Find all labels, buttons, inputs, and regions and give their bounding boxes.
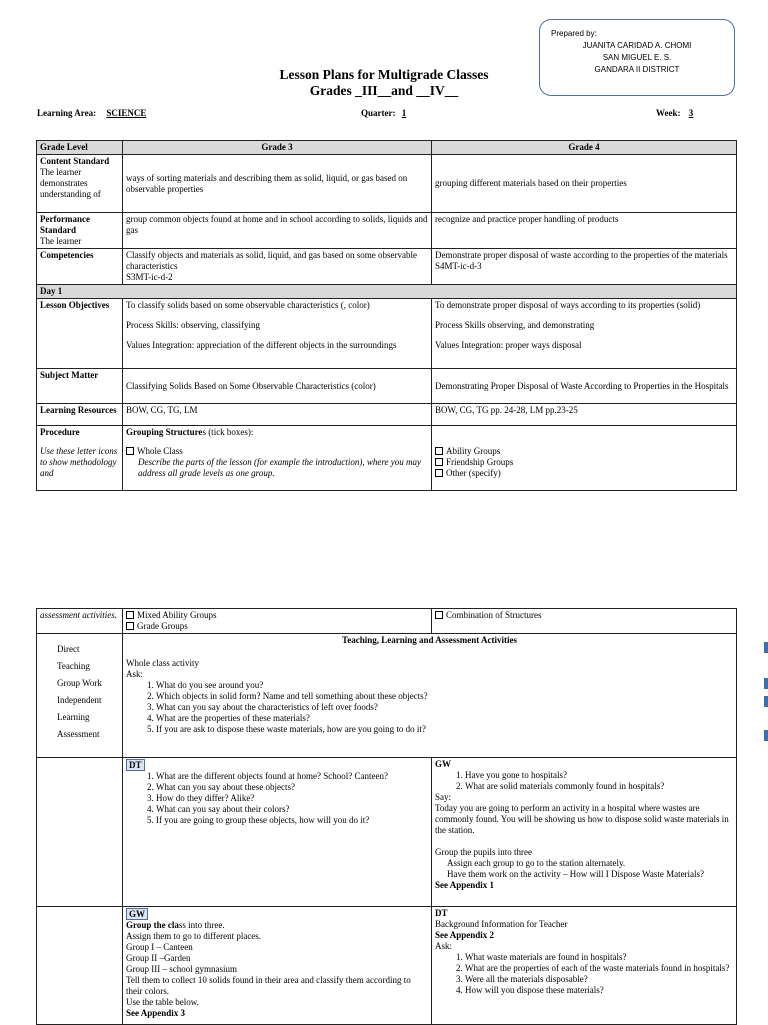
- checkbox-icon[interactable]: [126, 447, 134, 455]
- performance-sub: The learner: [40, 236, 82, 246]
- list-item: 5. If you are ask to dispose these waste materials, how are you going to do it?: [156, 724, 733, 735]
- other-option[interactable]: [435, 468, 733, 479]
- background-info: Background Information for Teacher: [435, 919, 568, 929]
- procedure-note-cont: assessment activities.: [37, 609, 123, 634]
- group-class-bold: Group the cla: [126, 920, 179, 930]
- ability-groups-option[interactable]: [435, 446, 733, 457]
- competencies-g3-code: S3MT-ic-d-2: [126, 272, 173, 282]
- subject-g4: Demonstrating Proper Disposal of Waste According to Properties in the Hospitals: [432, 369, 737, 404]
- grade-b: __IV__: [412, 83, 459, 98]
- checkbox-icon[interactable]: [126, 622, 134, 630]
- combination-label: Combination of Structures: [446, 610, 542, 620]
- grades-line: [0, 83, 768, 99]
- dt-tag-g4: DT: [435, 908, 448, 918]
- list-item: 2. Which objects in solid form? Name and tell something about these objects?: [156, 691, 733, 702]
- objectives-g4-1: To demonstrate proper disposal of ways according to its properties (solid): [435, 300, 701, 310]
- legend-direct: Direct: [57, 644, 80, 654]
- dt-tag: DT: [126, 759, 145, 771]
- gw-tag: GW: [435, 759, 452, 769]
- list-item: 1. What do you see around you?: [156, 680, 733, 691]
- margin-marker: [764, 642, 768, 653]
- grouping-g4-cont: [432, 609, 737, 634]
- resources-g4: BOW, CG, TG pp. 24-28, LM pp.23-25: [432, 404, 737, 426]
- checkbox-icon[interactable]: [435, 469, 443, 477]
- and-text: and: [391, 83, 413, 98]
- procedure-note: Use these letter icons to show methodology and: [40, 446, 118, 478]
- whole-class-option[interactable]: [126, 446, 428, 457]
- mixed-ability-option[interactable]: [126, 610, 428, 621]
- quarter-value: 1: [401, 108, 407, 118]
- content-standard-label: Content Standard: [40, 156, 110, 166]
- list-item: 3. Were all the materials disposable?: [465, 974, 733, 985]
- margin-marker: [764, 730, 768, 741]
- objectives-g3: [123, 299, 432, 369]
- whole-class-desc: Describe the parts of the lesson (for example the introduction), where you may address all grade levels as one group.: [138, 457, 422, 478]
- legend-teaching: Teaching: [57, 661, 90, 671]
- grade-groups-label: Grade Groups: [137, 621, 188, 631]
- quarter-label: Quarter:: [361, 108, 396, 118]
- competencies-g4-text: Demonstrate proper disposal of waste according to the properties of the materials: [435, 250, 728, 260]
- g4-dt-questions: [435, 952, 733, 996]
- have-work: Have them work on the activity – How will I Dispose Waste Materials?: [447, 869, 705, 879]
- other-label: Other (specify): [446, 468, 501, 478]
- empty-label-cell-2: [37, 907, 123, 1025]
- list-item: 2. What can you say about these objects?: [156, 782, 428, 793]
- legend-assessment: Assessment: [57, 729, 100, 739]
- margin-marker: [764, 678, 768, 689]
- row-label-procedure: [37, 426, 123, 491]
- margin-marker: [764, 696, 768, 707]
- g3-gw-line: Group III – school gymnasium: [126, 964, 237, 974]
- list-item: 3. How do they differ? Alike?: [156, 793, 428, 804]
- objectives-g3-2: Process Skills: observing, classifying: [126, 320, 260, 330]
- legend-independent: Independent: [57, 695, 102, 705]
- friendship-groups-label: Friendship Groups: [446, 457, 514, 467]
- learning-area-value: SCIENCE: [106, 108, 147, 118]
- objectives-g3-1: To classify solids based on some observable characteristics (, color): [126, 300, 370, 310]
- grade-a: _III__: [355, 83, 392, 98]
- grouping-structures-rest: s (tick boxes):: [202, 427, 254, 437]
- preparer-name: JUANITA CARIDAD A. CHOMI: [582, 41, 692, 50]
- legend-learning: Learning: [57, 712, 90, 722]
- g3-gw-line: Use the table below.: [126, 997, 199, 1007]
- whole-questions-list: [126, 680, 733, 735]
- empty-label-cell: [37, 758, 123, 907]
- checkbox-icon[interactable]: [435, 611, 443, 619]
- content-standard-sub: The learner demonstrates understanding of: [40, 167, 101, 199]
- performance-g4: recognize and practice proper handling of products: [432, 213, 737, 249]
- list-item: 1. Have you gone to hospitals?: [465, 770, 733, 781]
- ask-label-2: Ask:: [435, 941, 453, 951]
- see-appendix-2: See Appendix 2: [435, 930, 495, 940]
- g3-gw-line: Tell them to collect 10 solids found in their area and classify them according to their colors.: [126, 975, 411, 996]
- week: [656, 108, 699, 119]
- week-label: Week:: [656, 108, 681, 118]
- grouping-g3-cont: [123, 609, 432, 634]
- list-item: 4. How will you dispose these materials?: [465, 985, 733, 996]
- preparer-school: SAN MIGUEL E. S.: [602, 53, 672, 62]
- say-label: Say:: [435, 792, 452, 802]
- objectives-g4: [432, 299, 737, 369]
- checkbox-icon[interactable]: [435, 458, 443, 466]
- list-item: 2. What are solid materials commonly found in hospitals?: [465, 781, 733, 792]
- g3-gw-line: Group II –Garden: [126, 953, 191, 963]
- list-item: 1. What are the different objects found at home? School? Canteen?: [156, 771, 428, 782]
- col-header-grade-level: Grade Level: [37, 141, 123, 155]
- legend-cell: [37, 634, 123, 758]
- competencies-g3: [123, 249, 432, 285]
- procedure-g4: [432, 426, 737, 491]
- row-label-objectives: Lesson Objectives: [37, 299, 123, 369]
- col-header-grade3: Grade 3: [123, 141, 432, 155]
- objectives-g3-3: Values Integration: appreciation of the different objects in the surroundings: [126, 340, 397, 350]
- procedure-label: Procedure: [40, 427, 80, 437]
- list-item: 1. What waste materials are found in hospitals?: [465, 952, 733, 963]
- list-item: 4. What can you say about their colors?: [156, 804, 428, 815]
- content-standard-g4: grouping different materials based on their properties: [432, 155, 737, 213]
- page-title: Lesson Plans for Multigrade Classes: [279, 67, 489, 82]
- g3-gw-line: Assign them to go to different places.: [126, 931, 262, 941]
- say-text: Today you are going to perform an activity in a hospital where wastes are commonly found. You will be showing us how to dispose solid waste materials in the station.: [435, 803, 729, 835]
- list-item: 2. What are the properties of each of the waste materials found in hospitals?: [465, 963, 733, 974]
- whole-class-activity-cell: [123, 634, 737, 758]
- content-standard-g3: ways of sorting materials and describing them as solid, liquid, or gas based on observable properties: [123, 155, 432, 213]
- performance-label: Performance Standard: [40, 214, 90, 235]
- row-label-resources: Learning Resources: [37, 404, 123, 426]
- g3-gw-cell: [123, 907, 432, 1025]
- lesson-plan-table-top: [36, 140, 737, 491]
- prepared-by-label: Prepared by:: [551, 29, 597, 38]
- group-pupils: Group the pupils into three: [435, 847, 532, 857]
- ask-label: Ask:: [126, 669, 144, 679]
- competencies-g3-text: Classify objects and materials as solid, liquid, and gas based on some observable characteristics: [126, 250, 417, 271]
- checkbox-icon[interactable]: [126, 611, 134, 619]
- see-appendix-3: See Appendix 3: [126, 1008, 186, 1018]
- learning-area-label: Learning Area:: [37, 108, 97, 118]
- lesson-plan-table-bottom: [36, 608, 737, 1025]
- competencies-g4: [432, 249, 737, 285]
- ability-groups-label: Ability Groups: [446, 446, 501, 456]
- g3-dt-questions: [126, 771, 428, 826]
- list-item: 4. What are the properties of these materials?: [156, 713, 733, 724]
- objectives-g4-2: Process Skills observing, and demonstrating: [435, 320, 595, 330]
- tla-header: Teaching, Learning and Assessment Activities: [342, 635, 517, 645]
- resources-g3: BOW, CG, TG, LM: [123, 404, 432, 426]
- legend-group-work: Group Work: [57, 678, 102, 688]
- col-header-grade4: Grade 4: [432, 141, 737, 155]
- preparer-district: GANDARA II DISTRICT: [594, 65, 680, 74]
- list-item: 5. If you are going to group these objects, how will you do it?: [156, 815, 428, 826]
- g4-dt-cell: [432, 907, 737, 1025]
- grade-groups-option[interactable]: [126, 621, 428, 632]
- quarter: [361, 108, 410, 119]
- list-item: 3. What can you say about the characteristics of left over foods?: [156, 702, 733, 713]
- performance-g3: group common objects found at home and in school according to solids, liquids and gas: [123, 213, 432, 249]
- grouping-structures-bold: Grouping Structure: [126, 427, 203, 437]
- mixed-ability-label: Mixed Ability Groups: [137, 610, 217, 620]
- g3-gw-line: Group I – Canteen: [126, 942, 193, 952]
- whole-class-label: Whole Class: [137, 446, 183, 456]
- see-appendix-1: See Appendix 1: [435, 880, 495, 890]
- objectives-g4-3: Values Integration: proper ways disposal: [435, 340, 582, 350]
- combination-option[interactable]: [435, 610, 733, 621]
- row-label-competencies: Competencies: [37, 249, 123, 285]
- group-class-rest: ss into three.: [178, 920, 225, 930]
- day-label: Day 1: [37, 285, 737, 299]
- g3-dt-cell: [123, 758, 432, 907]
- row-label-content-standard: [37, 155, 123, 213]
- checkbox-icon[interactable]: [435, 447, 443, 455]
- whole-activity-label: Whole class activity: [126, 658, 199, 668]
- row-label-performance: [37, 213, 123, 249]
- competencies-g4-code: S4MT-ic-d-3: [435, 261, 482, 271]
- subject-g3: Classifying Solids Based on Some Observable Characteristics (color): [123, 369, 432, 404]
- learning-area: [37, 108, 168, 119]
- g4-gw-cell: [432, 758, 737, 907]
- week-value: 3: [688, 108, 694, 118]
- row-label-subject: Subject Matter: [37, 369, 123, 404]
- assign-station: Assign each group to go to the station alternately.: [447, 858, 626, 868]
- friendship-groups-option[interactable]: [435, 457, 733, 468]
- grades-prefix: Grades: [309, 83, 356, 98]
- procedure-g3: [123, 426, 432, 491]
- g4-gw-questions: [435, 770, 733, 792]
- gw-tag-g3: GW: [126, 908, 148, 920]
